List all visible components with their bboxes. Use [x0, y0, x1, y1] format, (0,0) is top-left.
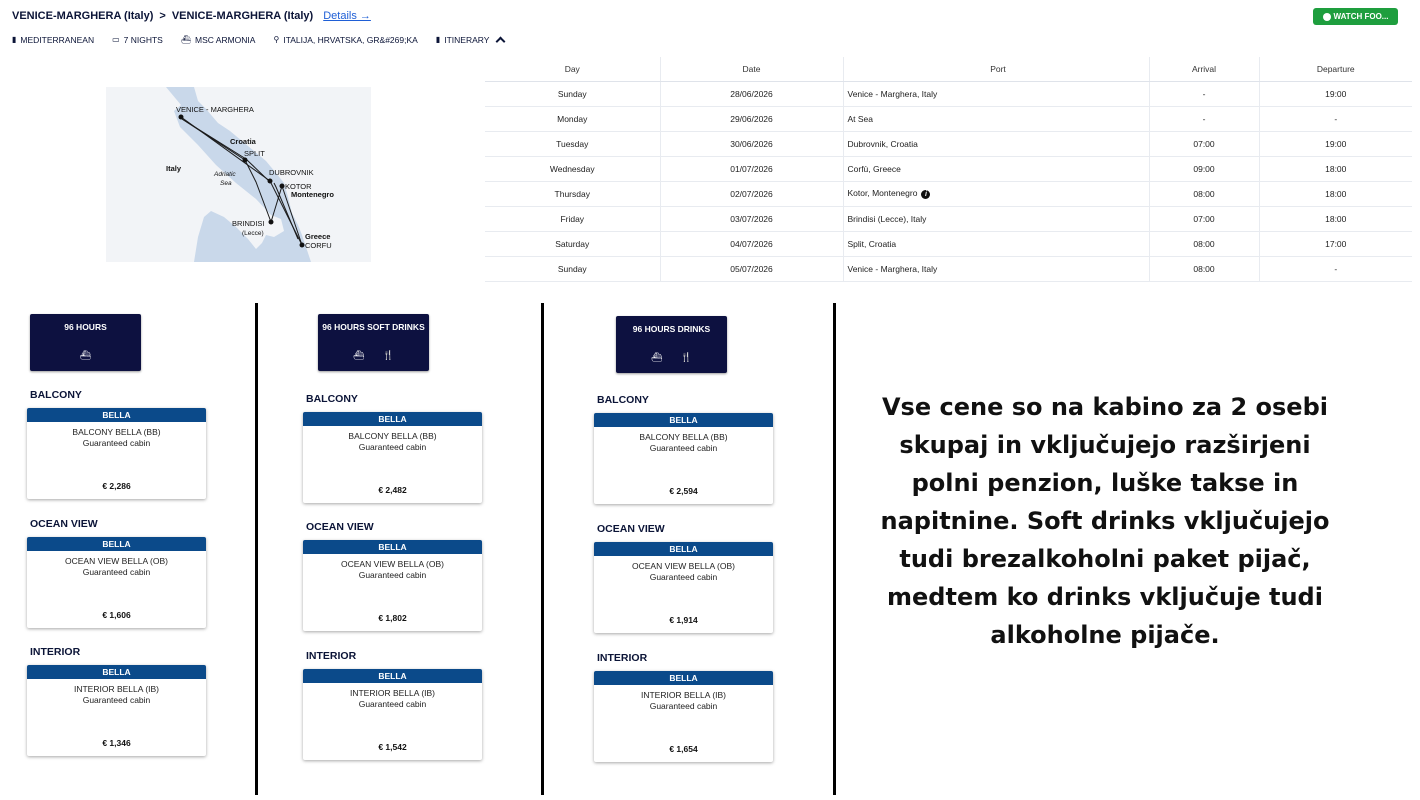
row-departure-text: 17:00 — [1325, 238, 1347, 249]
map-icon: ▮ — [12, 35, 17, 44]
row-day — [485, 231, 660, 256]
package-badge-96-hours-drinks[interactable] — [616, 316, 727, 373]
cabin-note: Guaranteed cabin — [649, 572, 718, 582]
row-date-text: 28/06/2026 — [730, 88, 773, 99]
itinerary-row — [485, 206, 1412, 231]
port-dot — [280, 184, 285, 189]
row-day-text: Wednesday — [549, 163, 595, 174]
header-port: Port — [843, 57, 1149, 81]
cabin-band: BELLA — [594, 542, 773, 556]
route-separator: > — [159, 10, 166, 22]
row-departure — [1259, 256, 1412, 281]
meta-region — [12, 35, 94, 45]
row-arrival-text: 09:00 — [1193, 163, 1215, 174]
map-label-italy: Italy — [166, 164, 182, 173]
cabin-card[interactable] — [594, 671, 773, 762]
category-label-ocean-view: OCEAN VIEW — [306, 521, 374, 533]
row-day — [485, 156, 660, 181]
row-departure-text: 18:00 — [1325, 163, 1347, 174]
map-label-kotor: KOTOR — [285, 182, 312, 191]
category-label-balcony: BALCONY — [597, 394, 649, 406]
row-date — [660, 156, 843, 181]
port-dot — [268, 179, 273, 184]
row-date — [660, 231, 843, 256]
row-port-text: At Sea — [847, 113, 874, 124]
row-day — [485, 256, 660, 281]
cabin-type: BALCONY BELLA (BB) — [72, 427, 161, 437]
row-arrival-text: - — [1202, 113, 1206, 124]
itinerary-table — [485, 57, 1412, 282]
meta-nights — [112, 35, 163, 45]
row-arrival — [1149, 106, 1259, 131]
cabin-type: OCEAN VIEW BELLA (OB) — [341, 559, 444, 569]
cruise-meta — [12, 34, 504, 45]
row-day-text: Monday — [557, 113, 588, 124]
cabin-price: € 1,542 — [378, 742, 407, 752]
row-departure-text: 18:00 — [1325, 213, 1347, 224]
header-departure: Departure — [1259, 57, 1412, 81]
ship-label: MSC ARMONIA — [195, 34, 256, 45]
category-label-balcony: BALCONY — [306, 393, 358, 405]
row-arrival-text: 07:00 — [1193, 213, 1215, 224]
map-label-split: SPLIT — [244, 149, 265, 158]
row-port — [843, 106, 1149, 131]
cabin-type: INTERIOR BELLA (IB) — [73, 684, 160, 694]
row-day — [485, 81, 660, 106]
package-name: 96 HOURS SOFT DRINKS — [322, 322, 425, 332]
route-title — [12, 10, 371, 22]
row-departure — [1259, 156, 1412, 181]
column-divider — [833, 303, 836, 795]
row-port-text: Corfù, Greece — [847, 163, 901, 174]
chevron-up-icon[interactable] — [496, 37, 506, 47]
row-port — [843, 231, 1149, 256]
cabin-note: Guaranteed cabin — [82, 567, 151, 577]
category-label-ocean-view: OCEAN VIEW — [597, 523, 665, 535]
cabin-band: BELLA — [303, 540, 482, 554]
row-date-text: 30/06/2026 — [730, 138, 773, 149]
row-port-text: Venice - Marghera, Italy — [847, 263, 938, 274]
header-date: Date — [660, 57, 843, 81]
map-label-adriatic: Adriatic — [214, 171, 236, 178]
cabin-note: Guaranteed cabin — [649, 701, 718, 711]
port-dot — [243, 158, 248, 163]
itinerary-row — [485, 256, 1412, 281]
itinerary-row — [485, 156, 1412, 181]
cabin-type: OCEAN VIEW BELLA (OB) — [632, 561, 735, 571]
cabin-band: BELLA — [27, 537, 206, 551]
cabin-note: Guaranteed cabin — [82, 438, 151, 448]
cabin-band: BELLA — [27, 408, 206, 422]
row-departure-text: 19:00 — [1325, 88, 1347, 99]
row-port-text: Venice - Marghera, Italy — [847, 88, 938, 99]
meta-countries — [273, 35, 417, 45]
row-port — [843, 256, 1149, 281]
row-port — [843, 156, 1149, 181]
nights-label: 7 NIGHTS — [123, 34, 163, 45]
cabin-note: Guaranteed cabin — [649, 443, 718, 453]
itinerary-row — [485, 81, 1412, 106]
row-day — [485, 181, 660, 206]
cabin-type: INTERIOR BELLA (IB) — [349, 688, 436, 698]
details-link[interactable]: Details → — [323, 10, 371, 22]
row-date-text: 02/07/2026 — [730, 188, 773, 199]
row-departure — [1259, 206, 1412, 231]
map-icon: ▮ — [435, 35, 441, 44]
row-port-text: Kotor, Montenegro — [847, 188, 918, 198]
cabin-note: Guaranteed cabin — [82, 695, 151, 705]
map-label-greece: Greece — [305, 232, 331, 241]
port-dot — [269, 220, 274, 225]
countries-label: ITALIJA, HRVATSKA, GR&#269;KA — [283, 34, 418, 45]
row-day-text: Friday — [560, 213, 585, 224]
info-icon[interactable]: i — [921, 190, 930, 199]
row-port-text: Brindisi (Lecce), Italy — [847, 213, 927, 224]
map-label-dubrovnik: DUBROVNIK — [269, 168, 314, 177]
cabin-price: € 2,594 — [669, 486, 698, 496]
cabin-price: € 1,914 — [669, 615, 698, 625]
row-departure — [1259, 181, 1412, 206]
cabin-card[interactable] — [594, 413, 773, 504]
meta-ship — [181, 35, 256, 45]
cabin-price: € 2,482 — [378, 485, 407, 495]
row-departure-text: 18:00 — [1325, 188, 1347, 199]
category-label-interior: INTERIOR — [597, 652, 648, 664]
map-label-brindisi: BRINDISI — [232, 219, 265, 228]
cabin-card[interactable] — [27, 537, 206, 628]
row-port — [843, 131, 1149, 156]
itinerary-row — [485, 106, 1412, 131]
row-arrival-text: - — [1202, 88, 1206, 99]
cabin-card[interactable] — [594, 542, 773, 633]
map-label-croatia: Croatia — [230, 137, 256, 146]
row-day-text: Tuesday — [556, 138, 589, 149]
row-arrival — [1149, 131, 1259, 156]
row-date-text: 04/07/2026 — [730, 238, 773, 249]
row-arrival — [1149, 256, 1259, 281]
row-day-text: Saturday — [555, 238, 590, 249]
cabin-price: € 1,606 — [102, 610, 131, 620]
row-date — [660, 106, 843, 131]
cabin-band: BELLA — [303, 412, 482, 426]
package-badge-96-hours[interactable] — [30, 314, 141, 371]
map-label-venice: VENICE - MARGHERA — [176, 105, 254, 114]
origin-port: VENICE-MARGHERA (Italy) — [12, 10, 154, 22]
row-day-text: Thursday — [554, 188, 590, 199]
cabin-note: Guaranteed cabin — [358, 699, 427, 709]
map-label-montenegro: Montenegro — [291, 190, 334, 199]
row-date-text: 05/07/2026 — [730, 263, 773, 274]
row-date — [660, 206, 843, 231]
row-date — [660, 256, 843, 281]
row-port — [843, 206, 1149, 231]
map-label-lecce: (Lecce) — [242, 230, 264, 237]
row-day — [485, 131, 660, 156]
cabin-band: BELLA — [303, 669, 482, 683]
cabin-price: € 2,286 — [102, 481, 131, 491]
row-date — [660, 131, 843, 156]
region-label: MEDITERRANEAN — [20, 34, 95, 45]
cabin-note: Guaranteed cabin — [358, 570, 427, 580]
cabin-price: € 1,802 — [378, 613, 407, 623]
row-arrival — [1149, 206, 1259, 231]
cabin-band: BELLA — [594, 413, 773, 427]
column-divider — [541, 303, 544, 795]
cabin-card[interactable] — [27, 665, 206, 756]
itinerary-toggle[interactable] — [436, 34, 505, 45]
port-dot — [179, 115, 184, 120]
row-date-text: 03/07/2026 — [730, 213, 773, 224]
ship-icon: ⛴ — [180, 35, 192, 44]
cabin-card[interactable] — [303, 669, 482, 760]
cabin-type: BALCONY BELLA (BB) — [348, 431, 437, 441]
row-day — [485, 206, 660, 231]
row-arrival-text: 08:00 — [1193, 188, 1215, 199]
row-day — [485, 106, 660, 131]
row-date-text: 01/07/2026 — [730, 163, 773, 174]
port-dot — [300, 243, 305, 248]
cabin-band: BELLA — [594, 671, 773, 685]
row-arrival — [1149, 156, 1259, 181]
row-date — [660, 81, 843, 106]
row-day-text: Sunday — [557, 263, 587, 274]
header-arrival: Arrival — [1149, 57, 1259, 81]
dining-icon: 🍴 — [680, 352, 692, 362]
row-port — [843, 181, 1149, 206]
row-day-text: Sunday — [557, 88, 587, 99]
row-port — [843, 81, 1149, 106]
row-departure-text: - — [1334, 263, 1338, 274]
column-divider — [255, 303, 258, 795]
watch-football-button[interactable] — [1313, 8, 1398, 25]
ship-icon: ⛴ — [353, 350, 365, 360]
cabin-card[interactable] — [303, 412, 482, 503]
cabin-card[interactable] — [303, 540, 482, 631]
row-date — [660, 181, 843, 206]
map-label-sea: Sea — [220, 180, 232, 187]
row-departure — [1259, 81, 1412, 106]
row-port-text: Dubrovnik, Croatia — [847, 138, 918, 149]
map-label-corfu: CORFU — [305, 241, 332, 250]
cabin-price: € 1,346 — [102, 738, 131, 748]
cabin-card[interactable] — [27, 408, 206, 499]
itinerary-header-row — [485, 57, 1412, 81]
row-date-text: 29/06/2026 — [730, 113, 773, 124]
package-badge-96-hours-soft-drinks[interactable] — [318, 314, 429, 371]
itinerary-row — [485, 131, 1412, 156]
row-arrival-text: 08:00 — [1193, 263, 1215, 274]
category-label-ocean-view: OCEAN VIEW — [30, 518, 98, 530]
header-day: Day — [485, 57, 660, 81]
itinerary-row — [485, 181, 1412, 206]
pricing-note: Vse cene so na kabino za 2 osebi skupaj in vključujejo razširjeni polni penzion, luške takse in napitnine. Soft drinks vključujejo tudi brezalkoholni paket pijač, medtem ko drinks vključuje tudi alkoholne pijače. — [880, 393, 1330, 649]
row-departure-text: 19:00 — [1325, 138, 1347, 149]
row-departure-text: - — [1334, 113, 1338, 124]
cabin-type: BALCONY BELLA (BB) — [639, 432, 728, 442]
package-name: 96 HOURS — [64, 322, 107, 332]
cabin-band: BELLA — [27, 665, 206, 679]
row-arrival — [1149, 231, 1259, 256]
cabin-type: OCEAN VIEW BELLA (OB) — [65, 556, 168, 566]
calendar-icon: ▭ — [112, 35, 120, 44]
dining-icon: 🍴 — [382, 350, 394, 360]
ship-icon: ⛴ — [79, 350, 92, 360]
row-departure — [1259, 106, 1412, 131]
destination-port: VENICE-MARGHERA (Italy) — [171, 10, 314, 22]
itinerary-row — [485, 231, 1412, 256]
itinerary-toggle-label: ITINERARY — [444, 34, 490, 45]
route-map — [106, 87, 371, 262]
ship-icon: ⛴ — [651, 352, 663, 362]
football-icon — [1323, 13, 1331, 21]
row-arrival-text: 08:00 — [1193, 238, 1215, 249]
row-arrival — [1149, 81, 1259, 106]
category-label-balcony: BALCONY — [30, 389, 82, 401]
location-pin-icon: ⚲ — [273, 35, 280, 44]
cabin-type: INTERIOR BELLA (IB) — [640, 690, 727, 700]
row-port-text: Split, Croatia — [847, 238, 897, 249]
row-departure — [1259, 131, 1412, 156]
cabin-price: € 1,654 — [669, 744, 698, 754]
package-name: 96 HOURS DRINKS — [632, 324, 711, 334]
cabin-note: Guaranteed cabin — [358, 442, 427, 452]
itinerary-body — [485, 81, 1412, 281]
row-departure — [1259, 231, 1412, 256]
category-label-interior: INTERIOR — [30, 646, 81, 658]
category-label-interior: INTERIOR — [306, 650, 357, 662]
row-arrival-text: 07:00 — [1193, 138, 1215, 149]
watch-button-label: WATCH FOO... — [1333, 12, 1389, 21]
row-arrival — [1149, 181, 1259, 206]
